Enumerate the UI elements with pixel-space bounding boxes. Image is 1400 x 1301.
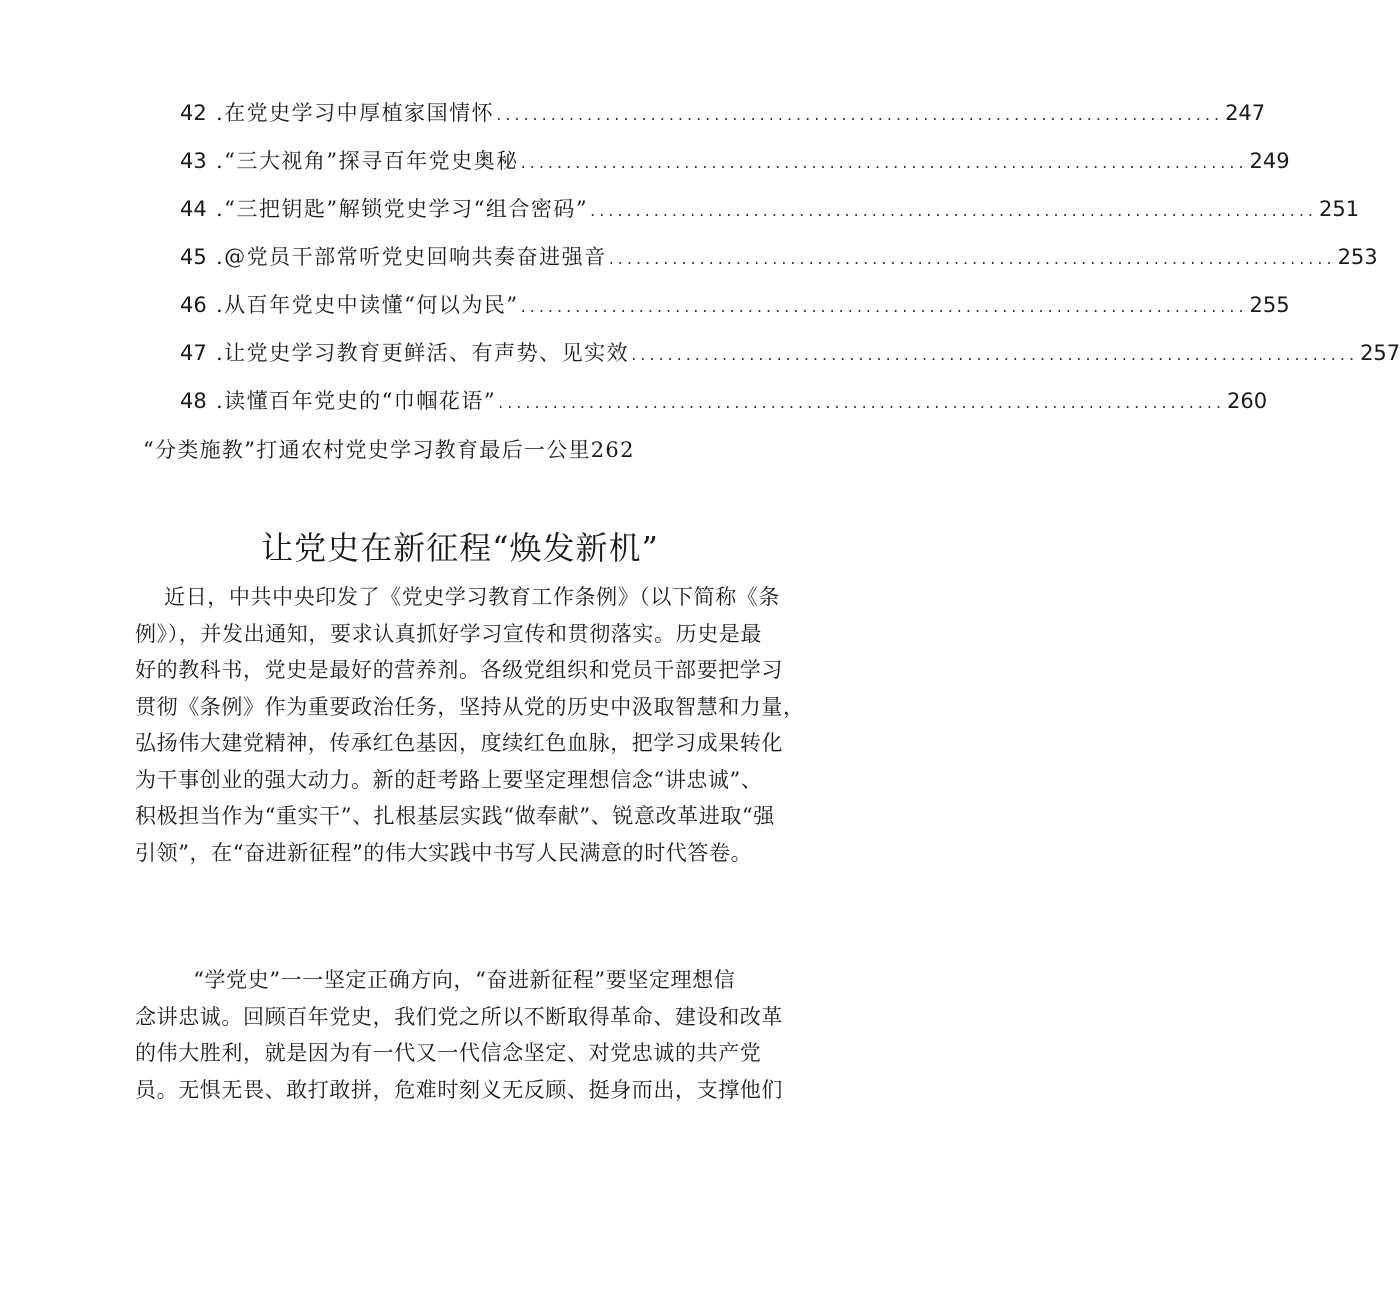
article-paragraph-1 xyxy=(135,579,805,871)
toc-entry-page: 247 xyxy=(1225,101,1266,125)
text-line: 好的教科书，党史是最好的营养剂。各级党组织和党员干部要把学习 xyxy=(135,658,783,682)
toc-extra-entry[interactable]: “分类施教”打通农村党史学习教育最后一公里262 xyxy=(143,438,635,462)
toc-entry-title: .读懂百年党史的“巾帼花语” xyxy=(216,389,497,413)
toc-entry[interactable] xyxy=(180,383,1268,419)
text-line: 弘扬伟大建党精神，传承红色基因，度续红色血脉，把学习成果转化 xyxy=(135,731,783,755)
article-title: 让党史在新征程“焕发新机” xyxy=(261,529,659,567)
text-line: 员。无惧无畏、敢打敢拼，危难时刻义无反顾、挺身而出，支撑他们 xyxy=(135,1077,783,1102)
toc-entry[interactable] xyxy=(180,239,1378,275)
toc-entry[interactable] xyxy=(180,143,1290,179)
toc-entry-page: 253 xyxy=(1337,245,1378,269)
toc-dot-leader xyxy=(521,145,1248,181)
toc-dot-leader xyxy=(498,385,1225,421)
toc-entry-page: 249 xyxy=(1249,149,1290,173)
text-line: 念讲忠诚。回顾百年党史，我们党之所以不断取得革命、建设和改革 xyxy=(135,1004,783,1029)
toc-entry[interactable] xyxy=(180,287,1290,323)
toc-dot-leader xyxy=(609,241,1336,277)
toc-entry-title: .在党史学习中厚植家国情怀 xyxy=(216,101,495,125)
toc-entry[interactable] xyxy=(180,335,1400,371)
toc-entry[interactable] xyxy=(180,191,1360,227)
toc-entry-page: 257 xyxy=(1360,341,1400,365)
toc-entry-number: 43 xyxy=(180,149,207,173)
toc-dot-leader xyxy=(590,193,1317,229)
toc-entry-title: .从百年党史中读懂“何以为民” xyxy=(216,293,519,317)
toc-entry-title: .“三大视角”探寻百年党史奥秘 xyxy=(216,149,519,173)
toc-entry-title: .“三把钥匙”解锁党史学习“组合密码” xyxy=(216,197,589,221)
toc-entry-page: 260 xyxy=(1227,389,1268,413)
text-line: 为干事创业的强大动力。新的赶考路上要坚定理想信念“讲忠诚”、 xyxy=(135,767,763,792)
toc-entry-number: 47 xyxy=(180,341,207,365)
text-line: 引领”，在“奋进新征程”的伟大实践中书写人民满意的时代答卷。 xyxy=(135,840,753,865)
toc-entry-number: 48 xyxy=(180,389,207,413)
toc-entry-number: 45 xyxy=(180,245,207,269)
text-line: 积极担当作为“重实干”、扎根基层实践“做奉献”、锐意改革进取“强 xyxy=(135,804,775,828)
toc-entry-title: .@党员干部常听党史回响共奏奋进强音 xyxy=(216,245,607,269)
toc-entry-page: 255 xyxy=(1249,293,1290,317)
toc-entry-title: .让党史学习教育更鲜活、有声势、见实效 xyxy=(216,341,630,365)
toc-entry-page: 251 xyxy=(1319,197,1360,221)
toc-entry-number: 46 xyxy=(180,293,207,317)
toc-dot-leader xyxy=(521,289,1248,325)
text-line: 的伟大胜利，就是因为有一代又一代信念坚定、对党忠诚的共产党 xyxy=(135,1041,762,1065)
toc-dot-leader xyxy=(631,337,1358,373)
toc-dot-leader xyxy=(496,97,1223,133)
text-line: 例》），并发出通知，要求认真抓好学习宣传和贯彻落实。历史是最 xyxy=(135,621,762,646)
toc-entry[interactable] xyxy=(180,95,1266,131)
text-line: 贯彻《条例》作为重要政治任务，坚持从党的历史中汲取智慧和力量， xyxy=(135,694,805,719)
toc-entry-number: 44 xyxy=(180,197,207,221)
article-paragraph-2 xyxy=(135,962,795,1108)
text-line: 近日，中共中央印发了《党史学习教育工作条例》（以下简称《条 xyxy=(135,585,780,609)
toc-entry-number: 42 xyxy=(180,101,207,125)
text-line: “学党史”一一坚定正确方向，“奋进新征程”要坚定理想信 xyxy=(135,968,736,992)
